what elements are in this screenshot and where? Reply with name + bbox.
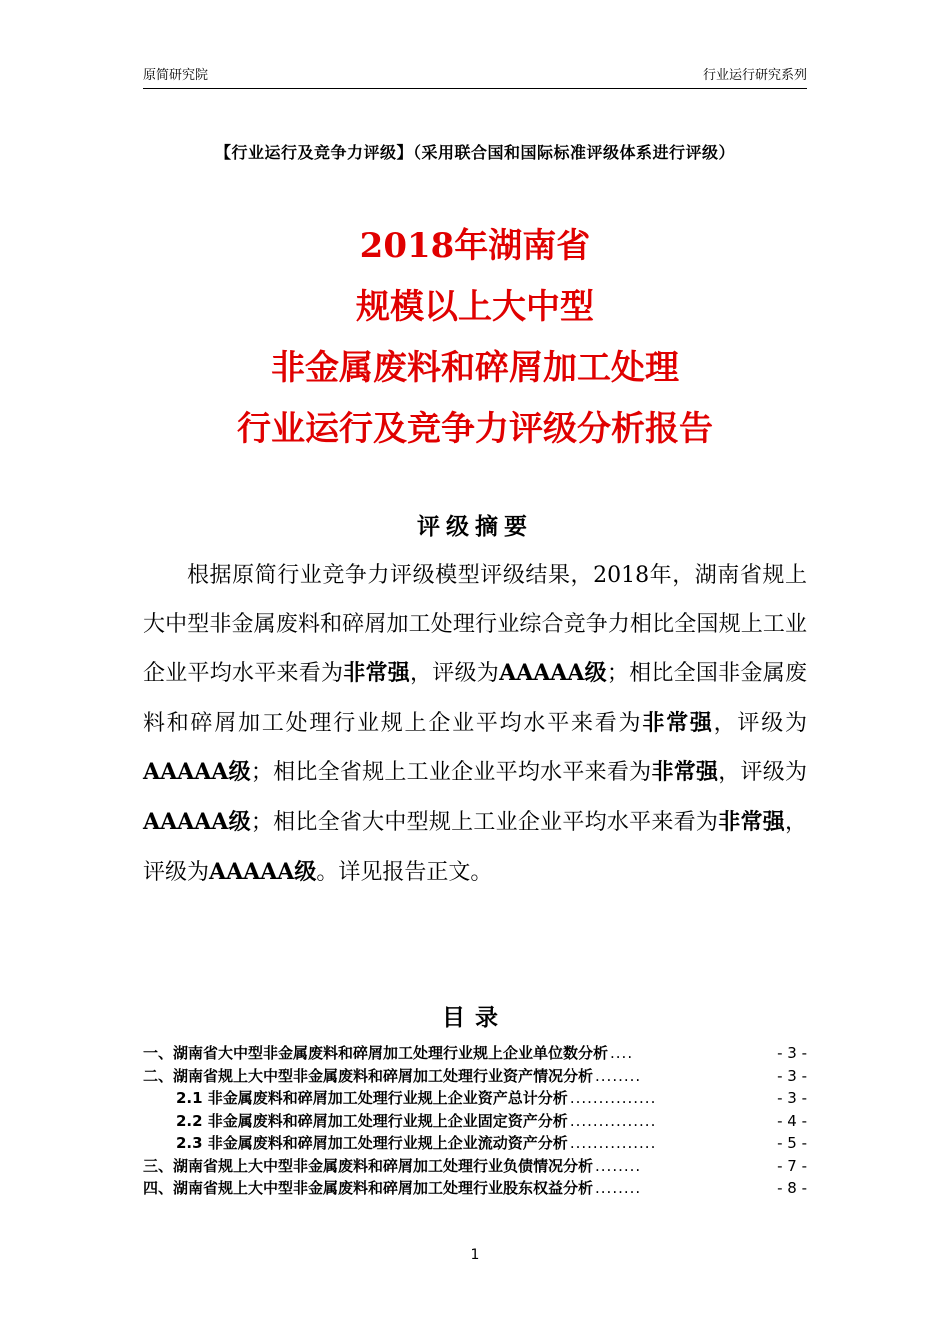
toc-leader: ........: [595, 1179, 642, 1197]
summary-text: ，评级为: [410, 661, 500, 687]
toc-entry-title: 三、湖南省规上大中型非金属废料和碎屑加工处理行业负债情况分析: [143, 1156, 594, 1175]
summary-text: ；相比全省规上工业企业平均水平来看为: [250, 760, 652, 786]
toc-entry-page: - 8 -: [777, 1179, 807, 1197]
toc-entry-page: - 4 -: [777, 1111, 807, 1130]
toc-leader: ...............: [569, 1134, 657, 1152]
toc-entry-page: - 7 -: [777, 1156, 807, 1175]
summary-text: ，评级为: [143, 809, 807, 885]
toc-subentry[interactable]: [143, 1110, 807, 1133]
toc-entry-page: - 3 -: [777, 1066, 807, 1085]
summary-emphasis: 非常强: [718, 808, 785, 835]
header-series: 行业运行研究系列: [702, 68, 807, 83]
summary-text: ，评级为: [718, 760, 807, 786]
summary-emphasis: AAAAA级: [143, 759, 251, 786]
page-header: [143, 66, 807, 89]
summary-text: ；相比全省大中型规上工业企业平均水平来看为: [250, 809, 719, 835]
toc-entry-title: 2.3 非金属废料和碎屑加工处理行业规上企业流动资产分析: [176, 1134, 568, 1152]
summary-text: ；相比全国非金属废料和碎屑加工处理行业规上企业平均水平来看为: [143, 661, 807, 736]
summary-emphasis: 非常强: [343, 660, 411, 687]
toc-entry-page: - 3 -: [777, 1044, 807, 1062]
title-line: 非金属废料和碎屑加工处理: [271, 348, 679, 388]
toc-subentry[interactable]: [143, 1087, 807, 1110]
summary-emphasis: 非常强: [651, 759, 719, 786]
toc-leader: ....: [610, 1044, 634, 1062]
toc-entry[interactable]: [143, 1042, 807, 1065]
toc-leader: ........: [595, 1156, 642, 1175]
summary-text: 。详见报告正文。: [316, 859, 493, 885]
toc-subentry[interactable]: [143, 1132, 807, 1155]
toc-leader: ...............: [569, 1089, 657, 1107]
page-number: 1: [470, 1247, 480, 1263]
summary-emphasis: 非常强: [642, 709, 714, 736]
summary-text: ，评级为: [713, 710, 807, 736]
toc-leader: ...............: [569, 1111, 657, 1130]
toc-heading: 目录: [442, 1005, 508, 1031]
summary-emphasis: AAAAA级: [143, 808, 251, 835]
summary-heading: 评级摘要: [417, 514, 533, 540]
table-of-contents: [143, 1042, 807, 1200]
rating-note: 【行业运行及竞争力评级】（采用联合国和国际标准评级体系进行评级）: [214, 143, 735, 162]
report-title: [0, 216, 950, 460]
toc-entry-page: - 5 -: [777, 1134, 807, 1152]
title-line: 规模以上大中型: [356, 287, 594, 327]
summary-text: 根据原简行业竞争力评级模型评级结果，2018年，湖南省规上大中型非金属废料和碎屑加工处理行业综合竞争力相比全国规上工业企业平均水平来看为: [143, 563, 807, 687]
title-line: 行业运行及竞争力评级分析报告: [237, 409, 713, 449]
toc-entry-page: - 3 -: [777, 1089, 807, 1107]
toc-entry[interactable]: [143, 1177, 807, 1200]
toc-entry-title: 二、湖南省规上大中型非金属废料和碎屑加工处理行业资产情况分析: [143, 1066, 594, 1085]
toc-entry-title: 2.2 非金属废料和碎屑加工处理行业规上企业固定资产分析: [176, 1111, 568, 1130]
summary-emphasis: AAAAA级: [209, 858, 317, 885]
toc-entry-title: 四、湖南省规上大中型非金属废料和碎屑加工处理行业股东权益分析: [143, 1179, 594, 1197]
toc-entry[interactable]: [143, 1155, 807, 1178]
toc-entry-title: 一、湖南省大中型非金属废料和碎屑加工处理行业规上企业单位数分析: [143, 1044, 609, 1062]
title-line: 2018年湖南省: [359, 226, 591, 266]
summary-paragraph: [143, 552, 807, 897]
toc-entry[interactable]: [143, 1065, 807, 1088]
toc-leader: ........: [595, 1066, 642, 1085]
summary-emphasis: AAAAA级: [499, 660, 607, 687]
toc-entry-title: 2.1 非金属废料和碎屑加工处理行业规上企业资产总计分析: [176, 1089, 568, 1107]
header-publisher: 原简研究院: [143, 68, 209, 83]
